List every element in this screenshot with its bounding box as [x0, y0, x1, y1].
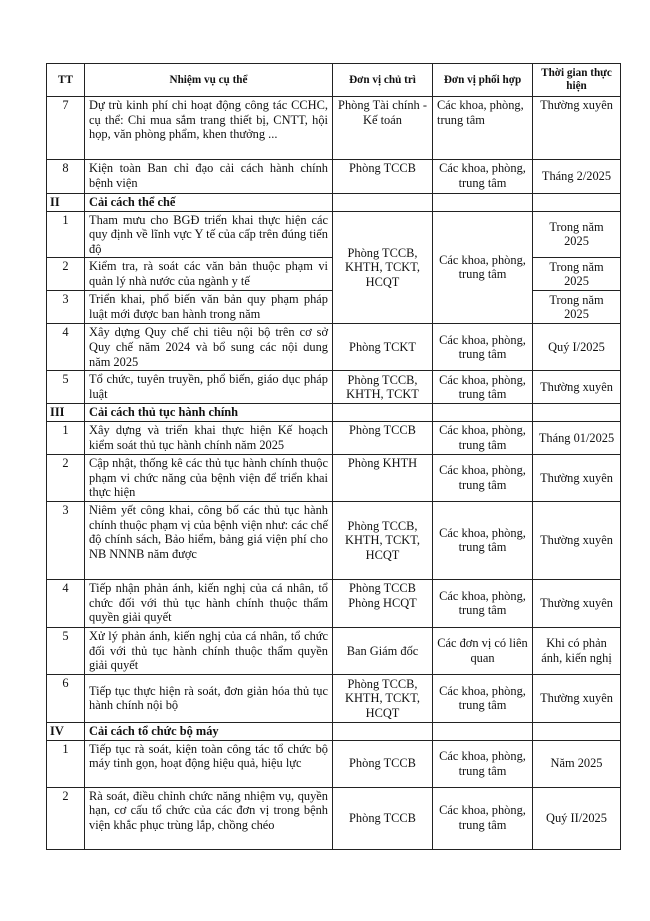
section-number: IV — [47, 722, 85, 740]
row-number: 8 — [47, 160, 85, 194]
task-cell: Tổ chức, tuyên truyền, phổ biến, giáo dục pháp luật — [85, 371, 333, 404]
lead-unit-cell: Phòng TCCB, KHTH, TCKT, HCQT — [333, 674, 433, 722]
coop-unit-cell: Các khoa, phòng, trung tâm — [433, 371, 533, 404]
time-cell: Thường xuyên — [533, 579, 621, 627]
task-cell: Kiện toàn Ban chỉ đạo cải cách hành chính bệnh viện — [85, 160, 333, 194]
lead-unit-cell: Ban Giám đốc — [333, 627, 433, 674]
lead-unit-cell: Phòng TCCB — [333, 421, 433, 454]
task-cell: Triển khai, phổ biến văn bản quy phạm pháp luật mới được ban hành trong năm — [85, 291, 333, 324]
coop-unit-cell: Các đơn vị có liên quan — [433, 627, 533, 674]
time-cell: Thường xuyên — [533, 454, 621, 501]
coop-unit-cell: Các khoa, phòng, trung tâm — [433, 97, 533, 160]
coop-unit-cell: Các khoa, phòng, trung tâm — [433, 787, 533, 849]
time-cell: Thường xuyên — [533, 97, 621, 160]
lead-unit-cell: Phòng TCCB, KHTH, TCKT — [333, 371, 433, 404]
header-time: Thời gian thực hiện — [533, 64, 621, 97]
lead-unit-cell: Phòng TCCB Phòng HCQT — [333, 579, 433, 627]
table-row — [47, 454, 621, 501]
table-row — [47, 627, 621, 674]
section-row — [47, 722, 621, 740]
row-number: 1 — [47, 211, 85, 258]
header-coop-unit: Đơn vị phối hợp — [433, 64, 533, 97]
row-number: 7 — [47, 97, 85, 160]
task-cell: Tiếp tục thực hiện rà soát, đơn giản hóa thủ tục hành chính nội bộ — [85, 674, 333, 722]
task-cell: Xây dựng Quy chế chi tiêu nội bộ trên cơ sở Quy chế năm 2024 và bổ sung các nội dung năm 2025 — [85, 324, 333, 371]
lead-unit-cell: Phòng Tài chính - Kế toán — [333, 97, 433, 160]
time-cell: Tháng 01/2025 — [533, 421, 621, 454]
lead-unit-cell: Phòng TCKT — [333, 324, 433, 371]
time-cell: Thường xuyên — [533, 371, 621, 404]
coop-unit-cell: Các khoa, phòng, trung tâm — [433, 501, 533, 579]
time-cell: Trong năm 2025 — [533, 258, 621, 291]
section-row — [47, 194, 621, 212]
task-cell: Dự trù kinh phí chi hoạt động công tác CCHC, cụ thể: Chi mua sắm trang thiết bị, CNTT, hội họp, văn phòng phẩm, khen thưởng ... — [85, 97, 333, 160]
lead-unit-cell: Phòng TCCB, KHTH, TCKT, HCQT — [333, 501, 433, 579]
row-number: 2 — [47, 258, 85, 291]
task-cell: Kiểm tra, rà soát các văn bản thuộc phạm vi quản lý nhà nước của ngành y tế — [85, 258, 333, 291]
lead-unit-cell: Phòng TCCB — [333, 787, 433, 849]
time-cell: Quý II/2025 — [533, 787, 621, 849]
coop-unit-cell: Các khoa, phòng, trung tâm — [433, 454, 533, 501]
coop-unit-cell: Các khoa, phòng, trung tâm — [433, 579, 533, 627]
task-cell: Xử lý phản ánh, kiến nghị của cá nhân, tổ chức đối với thủ tục hành chính thuộc thẩm quyền giải quyết — [85, 627, 333, 674]
row-number: 4 — [47, 579, 85, 627]
time-cell: Năm 2025 — [533, 740, 621, 787]
table-row — [47, 211, 621, 258]
task-cell: Tham mưu cho BGĐ triển khai thực hiện các quy định về lĩnh vực Y tế của cấp trên đúng tiến độ — [85, 211, 333, 258]
table-row — [47, 324, 621, 371]
time-cell: Thường xuyên — [533, 674, 621, 722]
task-cell: Tiếp nhận phản ánh, kiến nghị của cá nhân, tổ chức đối với thủ tục hành chính thuộc thẩm quyền giải quyết — [85, 579, 333, 627]
row-number: 5 — [47, 627, 85, 674]
section-title: Cải cách tổ chức bộ máy — [85, 722, 333, 740]
table-header-row — [47, 64, 621, 97]
table-row — [47, 740, 621, 787]
time-cell: Trong năm 2025 — [533, 211, 621, 258]
header-lead-unit: Đơn vị chủ trì — [333, 64, 433, 97]
coop-unit-cell: Các khoa, phòng, trung tâm — [433, 160, 533, 194]
task-cell: Niêm yết công khai, công bố các thủ tục hành chính thuộc phạm vị của bệnh viện như: các chế độ chính sách, Bảo hiểm, bảng giá viện phí cho NB NNNB năm được — [85, 501, 333, 579]
section-title: Cải cách thể chế — [85, 194, 333, 212]
task-cell: Tiếp tục rà soát, kiện toàn công tác tổ chức bộ máy tinh gọn, hoạt động hiệu quả, hiệu lực — [85, 740, 333, 787]
time-cell: Trong năm 2025 — [533, 291, 621, 324]
row-number: 1 — [47, 421, 85, 454]
task-cell: Cập nhật, thống kê các thủ tục hành chính thuộc phạm vi chức năng của bệnh viện để triển khai thực hiện — [85, 454, 333, 501]
coop-unit-cell: Các khoa, phòng, trung tâm — [433, 211, 533, 324]
task-table — [46, 63, 621, 850]
coop-unit-cell: Các khoa, phòng, trung tâm — [433, 421, 533, 454]
row-number: 3 — [47, 291, 85, 324]
time-cell: Quý I/2025 — [533, 324, 621, 371]
row-number: 3 — [47, 501, 85, 579]
table-row — [47, 787, 621, 849]
time-cell: Tháng 2/2025 — [533, 160, 621, 194]
row-number: 6 — [47, 674, 85, 722]
coop-unit-cell: Các khoa, phòng, trung tâm — [433, 674, 533, 722]
header-task: Nhiệm vụ cụ thể — [85, 64, 333, 97]
row-number: 5 — [47, 371, 85, 404]
lead-unit-cell: Phòng TCCB — [333, 740, 433, 787]
task-cell: Rà soát, điều chỉnh chức năng nhiệm vụ, quyền hạn, cơ cấu tổ chức của các đơn vị trong bệnh viện khắc phục trùng lắp, chồng chéo — [85, 787, 333, 849]
section-number: III — [47, 404, 85, 422]
section-number: II — [47, 194, 85, 212]
header-tt: TT — [47, 64, 85, 97]
coop-unit-cell: Các khoa, phòng, trung tâm — [433, 740, 533, 787]
row-number: 2 — [47, 787, 85, 849]
time-cell: Thường xuyên — [533, 501, 621, 579]
row-number: 2 — [47, 454, 85, 501]
table-row — [47, 97, 621, 160]
lead-unit-cell: Phòng KHTH — [333, 454, 433, 501]
table-row — [47, 579, 621, 627]
table-row — [47, 371, 621, 404]
table-row — [47, 160, 621, 194]
section-row — [47, 404, 621, 422]
row-number: 4 — [47, 324, 85, 371]
table-row — [47, 501, 621, 579]
lead-unit-cell: Phòng TCCB, KHTH, TCKT, HCQT — [333, 211, 433, 324]
table-row — [47, 421, 621, 454]
coop-unit-cell: Các khoa, phòng, trung tâm — [433, 324, 533, 371]
task-cell: Xây dựng và triển khai thực hiện Kế hoạch kiểm soát thủ tục hành chính năm 2025 — [85, 421, 333, 454]
time-cell: Khi có phản ánh, kiến nghị — [533, 627, 621, 674]
row-number: 1 — [47, 740, 85, 787]
section-title: Cải cách thủ tục hành chính — [85, 404, 333, 422]
lead-unit-cell: Phòng TCCB — [333, 160, 433, 194]
table-row — [47, 674, 621, 722]
